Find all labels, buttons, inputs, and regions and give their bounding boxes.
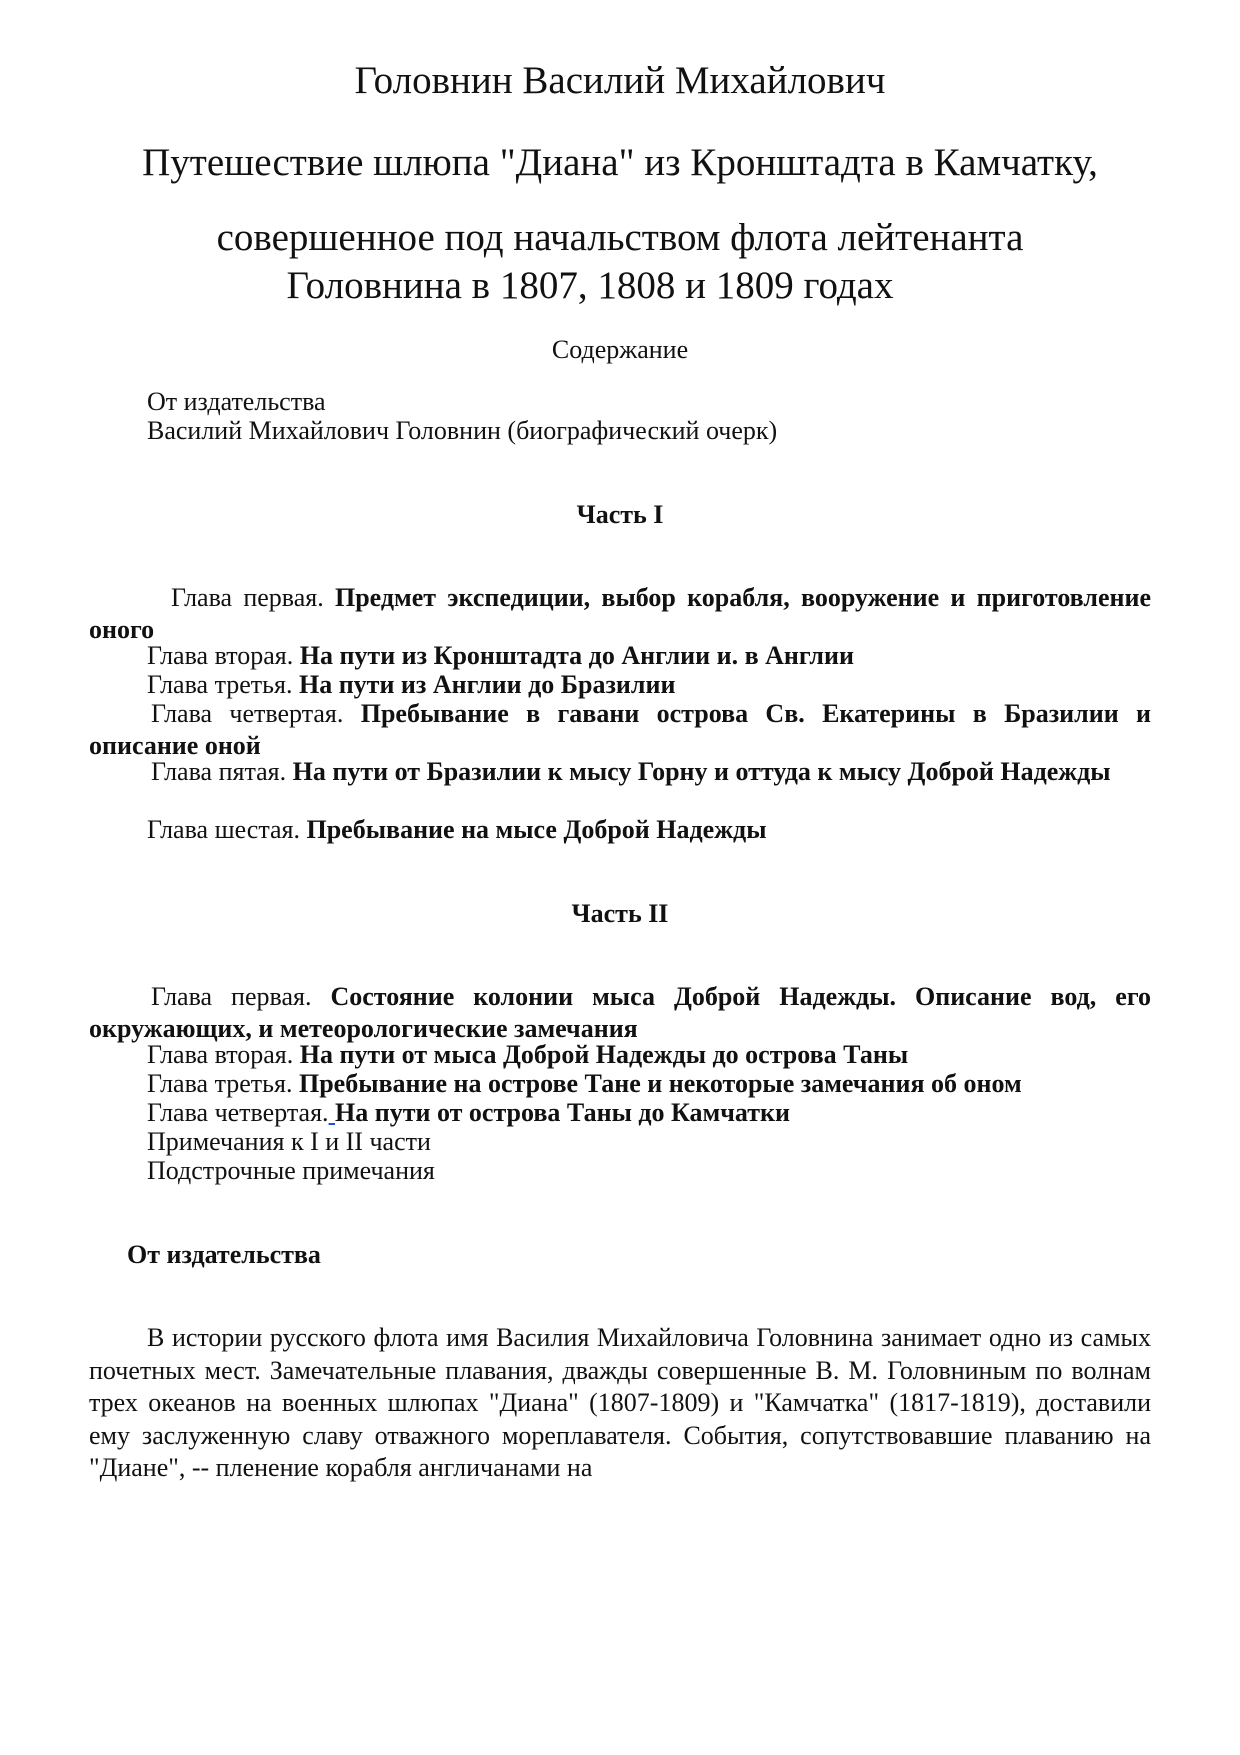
- toc-chapter-2-3[interactable]: [147, 1068, 1022, 1100]
- toc-chapter-1-6[interactable]: [147, 814, 767, 846]
- toc-chapter-1-5[interactable]: [89, 756, 1151, 788]
- chapter-title: На пути от острова Таны до Камчатки: [335, 1098, 790, 1127]
- chapter-title: Предмет экспедиции, выбор корабля, вооружение и приготовление оного: [89, 583, 1152, 644]
- chapter-number: Глава шестая.: [147, 815, 300, 844]
- chapter-title: На пути из Кронштадта до Англии и. в Англии: [299, 641, 854, 670]
- chapter-title: На пути от Бразилии к мысу Горну и оттуда к мысу Доброй Надежды: [292, 757, 1111, 786]
- toc-chapter-1-4[interactable]: [89, 698, 1151, 762]
- toc-item-footnotes[interactable]: Подстрочные примечания: [147, 1156, 435, 1185]
- chapter-number: Глава четвертая.: [151, 699, 344, 728]
- toc-item-publisher[interactable]: От издательства: [147, 387, 326, 416]
- chapter-number: Глава вторая.: [147, 1040, 294, 1069]
- chapter-number: Глава пятая.: [151, 757, 287, 786]
- chapter-title: Пребывание на мысе Доброй Надежды: [306, 815, 767, 844]
- part-1-heading: Часть I: [576, 500, 664, 529]
- book-title-line-1: Путешествие шлюпа "Диана" из Кронштадта в Камчатку,: [142, 141, 1098, 184]
- chapter-number: Глава третья.: [147, 670, 293, 699]
- toc-item-biography[interactable]: Василий Михайлович Головнин (биографический очерк): [147, 416, 778, 445]
- chapter-title: На пути от мыса Доброй Надежды до острова Таны: [299, 1040, 909, 1069]
- toc-item-notes[interactable]: Примечания к I и II части: [147, 1127, 431, 1156]
- book-title-subline-a: совершенное под начальством флота лейтенанта: [216, 216, 1024, 259]
- book-title-line-2: [0, 214, 1240, 310]
- toc-chapter-2-2[interactable]: [147, 1039, 908, 1071]
- contents-heading: Содержание: [551, 335, 689, 364]
- toc-chapter-1-2[interactable]: [147, 640, 854, 672]
- toc-chapter-1-1[interactable]: [89, 582, 1151, 646]
- chapter-number: Глава четвертая.: [147, 1098, 329, 1127]
- author-name: Головнин Василий Михайлович: [354, 59, 886, 102]
- chapter-title: Пребывание в гавани острова Св. Екатерины в Бразилии и описание оной: [89, 699, 1152, 760]
- chapter-title: На пути из Англии до Бразилии: [298, 670, 676, 699]
- toc-chapter-1-3[interactable]: [147, 669, 675, 701]
- chapter-title: Пребывание на острове Тане и некоторые замечания об оном: [298, 1069, 1022, 1098]
- chapter-title: Состояние колонии мыса Доброй Надежды. Описание вод, его окружающих, и метеорологические замечания: [89, 982, 1151, 1043]
- chapter-number: Глава третья.: [147, 1069, 293, 1098]
- chapter-number: Глава вторая.: [147, 641, 294, 670]
- chapter-number: Глава первая.: [151, 982, 312, 1011]
- toc-chapter-2-1[interactable]: [89, 981, 1151, 1045]
- toc-chapter-2-4[interactable]: [147, 1097, 790, 1129]
- chapter-number: Глава первая.: [171, 583, 324, 612]
- book-title-subline-b: Головнина в 1807, 1808 и 1809 годах: [286, 264, 894, 307]
- publisher-section-heading: От издательства: [127, 1240, 321, 1269]
- publisher-paragraph: В истории русского флота имя Василия Михайловича Головнина занимает одно из самых почетных мест. Замечательные плавания, дважды совершенные В. М. Головниным по волнам трех океанов на военных шлюпах "Диана" (1807-1809) и "Камчатка" (1817-1819), доставили ему заслуженную славу отважного мореплавателя. События, сопутствовавшие плаванию на "Диане", -- пленение корабля англичанами на: [89, 1323, 1151, 1482]
- part-2-heading: Часть II: [571, 899, 669, 928]
